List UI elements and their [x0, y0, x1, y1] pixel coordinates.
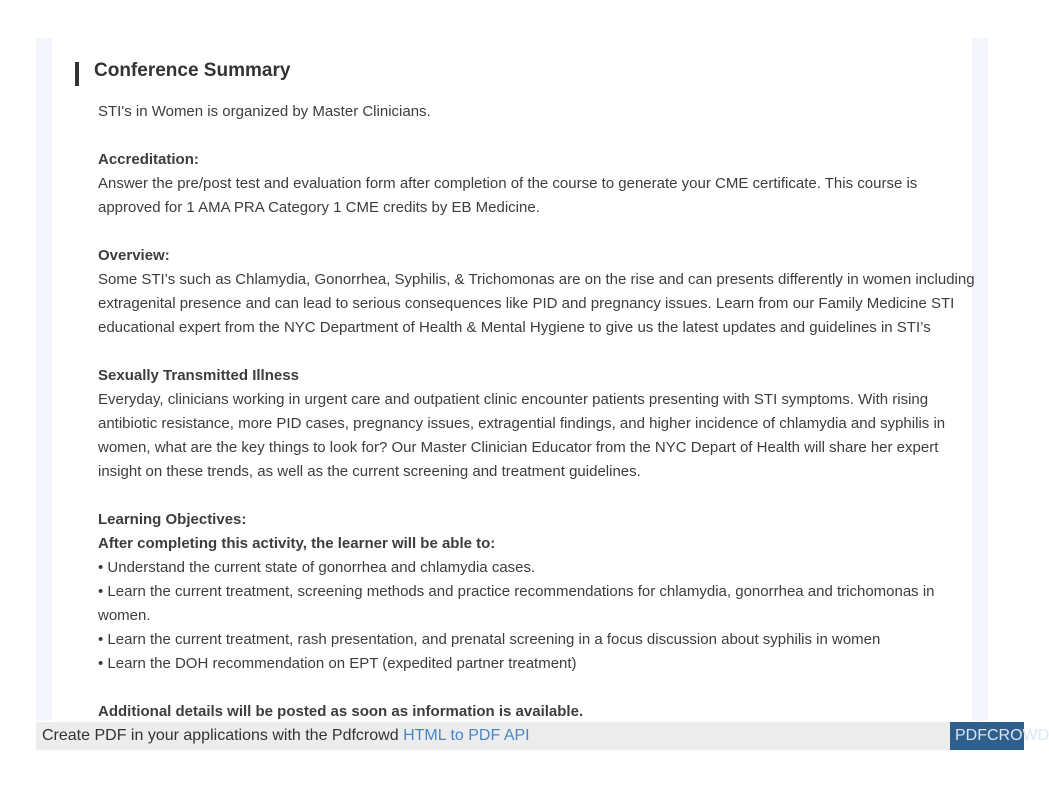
- objective-item: • Learn the current treatment, screening methods and practice recommendations for chlamydia, gonorrhea and trichomonas in women.: [98, 583, 935, 624]
- summary-body: [98, 100, 978, 724]
- objectives-heading: Learning Objectives:: [98, 511, 247, 528]
- additional-details-text: Additional details will be posted as soon as information is available.: [98, 703, 584, 720]
- footer-text: Create PDF in your applications with the Pdfcrowd: [42, 727, 399, 744]
- objective-item: • Understand the current state of gonorrhea and chlamydia cases.: [98, 559, 536, 576]
- conference-summary-section: [52, 38, 975, 721]
- heading-accent-bar: [75, 62, 79, 86]
- objectives-subheading: After completing this activity, the learner will be able to:: [98, 535, 496, 552]
- objective-item: • Learn the DOH recommendation on EPT (expedited partner treatment): [98, 655, 577, 672]
- html-to-pdf-api-link[interactable]: HTML to PDF API: [403, 727, 530, 744]
- sti-text: Everyday, clinicians working in urgent care and outpatient clinic encounter patients presenting with STI symptoms. With rising antibiotic resistance, more PID cases, pregnancy issues, extragential findings, and higher incidence of chlamydia and syphilis in women, what are the key things to look for? Our Master Clinician Educator from the NYC Depart of Health will share her expert insight on these trends, as well as the current screening and treatment guidelines.: [98, 391, 946, 480]
- intro-text: STI's in Women is organized by Master Clinicians.: [98, 103, 431, 120]
- section-title: Conference Summary: [94, 60, 291, 81]
- overview-text: Some STI’s such as Chlamydia, Gonorrhea, Syphilis, & Trichomonas are on the rise and can presents differently in women including extragenital presence and can lead to serious consequences like PID and pregnancy issues. Learn from our Family Medicine STI educational expert from the NYC Department of Health & Mental Hygiene to give us the latest updates and guidelines in STI’s: [98, 271, 975, 336]
- sti-heading: Sexually Transmitted Illness: [98, 367, 299, 384]
- objective-item: • Learn the current treatment, rash presentation, and prenatal screening in a focus discussion about syphilis in women: [98, 631, 881, 648]
- overview-heading: Overview:: [98, 247, 170, 264]
- pdfcrowd-footer: [36, 722, 950, 750]
- pdfcrowd-badge[interactable]: PDFCROWD: [950, 722, 1024, 750]
- accreditation-text: Answer the pre/post test and evaluation form after completion of the course to generate your CME certificate. This course is approved for 1 AMA PRA Category 1 CME credits by EB Medicine.: [98, 175, 918, 216]
- accreditation-heading: Accreditation:: [98, 151, 199, 168]
